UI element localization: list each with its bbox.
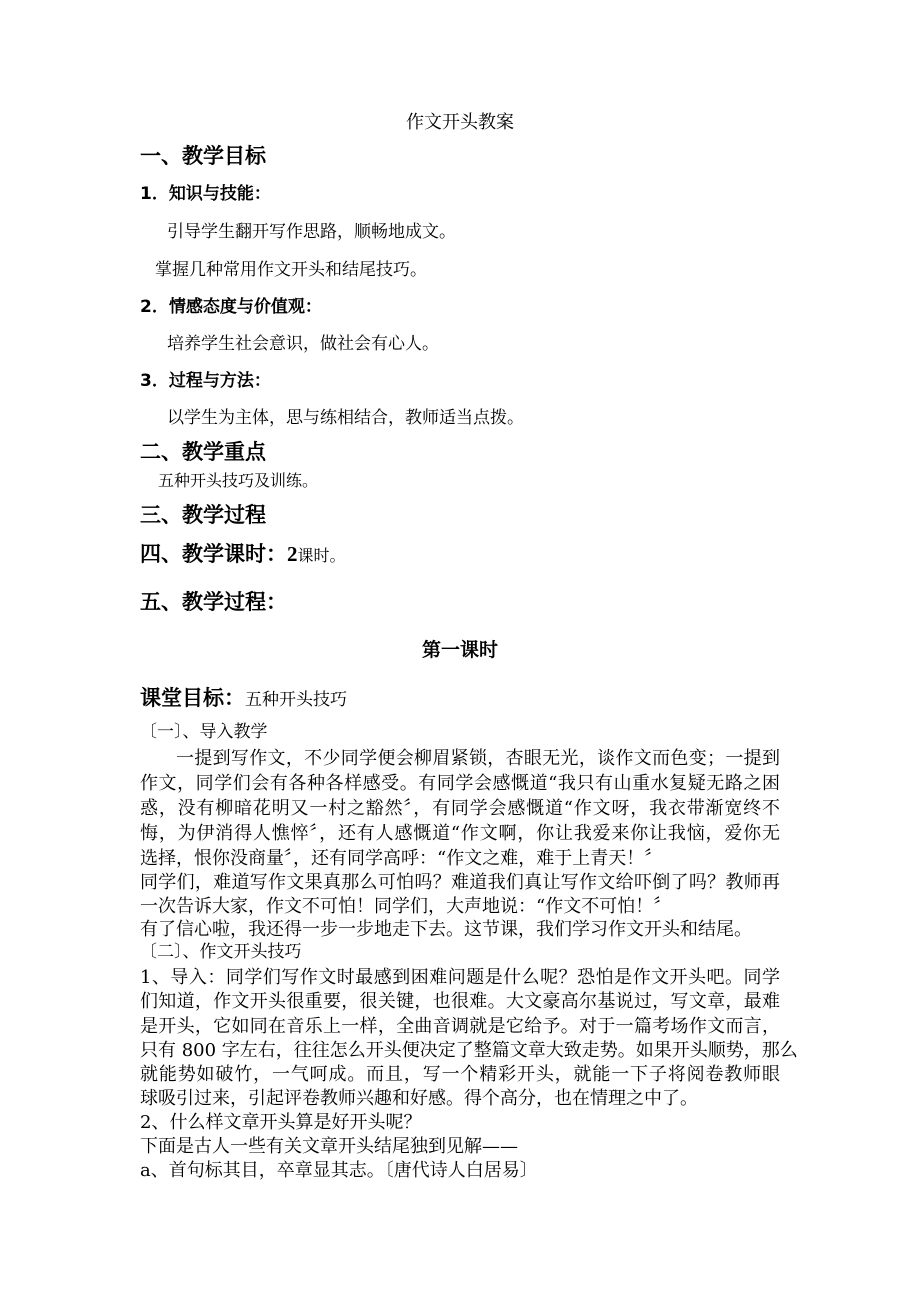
body-line: 选择，恨你没商量〞，还有同学高呼：“作文之难，难于上青天！〞 — [140, 848, 663, 869]
body-line: 一次告诉大家，作文不可怕！同学们，大声地说：“作文不可怕！〞 — [140, 896, 672, 917]
body-line: 就能势如破竹，一气呵成。而且，写一个精彩开头，就能一下子将阅卷教师眼 — [140, 1064, 780, 1085]
section-heading-hours — [140, 544, 346, 565]
body-line: 球吸引过来，引起评卷教师兴趣和好感。得个高分，也在情理之中了。 — [140, 1088, 698, 1109]
paragraph-text: 五种开头技巧及训练。 — [158, 471, 319, 490]
body-line: 2、什么样文章开头算是好开头呢？ — [140, 1112, 422, 1133]
body-line: a、首句标其目，卒章显其志。〔唐代诗人白居易〕 — [140, 1160, 538, 1181]
body-line: 有了信心啦，我还得一步一步地走下去。这节课，我们学习作文开头和结尾。 — [140, 919, 752, 940]
class-goal-text: 五种开头技巧 — [245, 690, 347, 710]
subheading-knowledge-skills: 1．知识与技能： — [140, 184, 271, 204]
section-heading-process-2: 五、教学过程： — [140, 590, 287, 614]
hours-number: 2 — [287, 542, 298, 566]
body-line: 1、导入：同学们写作文时最感到困难问题是什么呢？恐怕是作文开头吧。同学 — [140, 967, 780, 988]
body-line: 下面是古人一些有关文章开头结尾独到见解—— — [140, 1136, 518, 1157]
body-line: 悔，为伊消得人憔悴〞，还有人感慨道“作文啊，你让我爱来你让我恼，爱你无 — [140, 823, 780, 844]
section-heading-key-points: 二、教学重点 — [140, 440, 266, 464]
body-line: 们知道，作文开头很重要，很关键，也很难。大文豪高尔基说过，写文章，最难 — [140, 991, 780, 1012]
class-goal — [140, 688, 347, 709]
document-title: 作文开头教案 — [406, 112, 514, 133]
paragraph-text: 掌握几种常用作文开头和结尾技巧。 — [155, 260, 427, 280]
body-line: 是开头，它如同在音乐上一样，全曲音调就是它给予。对于一篇考场作文而言， — [140, 1016, 780, 1037]
subheading-process-methods: 3．过程与方法： — [140, 371, 271, 391]
paragraph-text: 以学生为主体，思与练相结合，教师适当点拨。 — [167, 408, 524, 428]
class-goal-label: 课堂目标： — [140, 686, 245, 710]
body-line: 一提到写作文，不少同学便会柳眉紧锁，杏眼无光，谈作文而色变；一提到 — [176, 748, 780, 769]
paragraph-text: 引导学生翻开写作思路，顺畅地成文。 — [167, 222, 456, 242]
section-heading-goals: 一、教学目标 — [140, 144, 266, 168]
lesson-heading: 第一课时 — [421, 639, 498, 661]
hours-unit: 课时。 — [297, 546, 346, 565]
subsection-techniques: 〔二〕、作文开头技巧 — [140, 942, 302, 962]
subheading-attitude-values: 2．情感态度与价值观： — [140, 297, 322, 317]
body-line: 惑，没有柳暗花明又一村之豁然〞，有同学会感慨道“作文呀，我衣带渐宽终不 — [140, 798, 780, 819]
hours-label: 四、教学课时： — [140, 542, 287, 566]
body-line: 作文，同学们会有各种各样感受。有同学会感慨道“我只有山重水复疑无路之困 — [140, 773, 780, 794]
body-line: 同学们，难道写作文果真那么可怕吗？难道我们真让写作文给吓倒了吗？教师再 — [140, 872, 780, 893]
body-line: 只有 800 字左右，往往怎么开头便决定了整篇文章大致走势。如果开头顺势，那么 — [140, 1040, 798, 1061]
section-heading-process: 三、教学过程 — [140, 503, 266, 527]
subsection-intro: 〔一〕、导入教学 — [140, 722, 268, 742]
paragraph-text: 培养学生社会意识，做社会有心人。 — [167, 334, 439, 354]
